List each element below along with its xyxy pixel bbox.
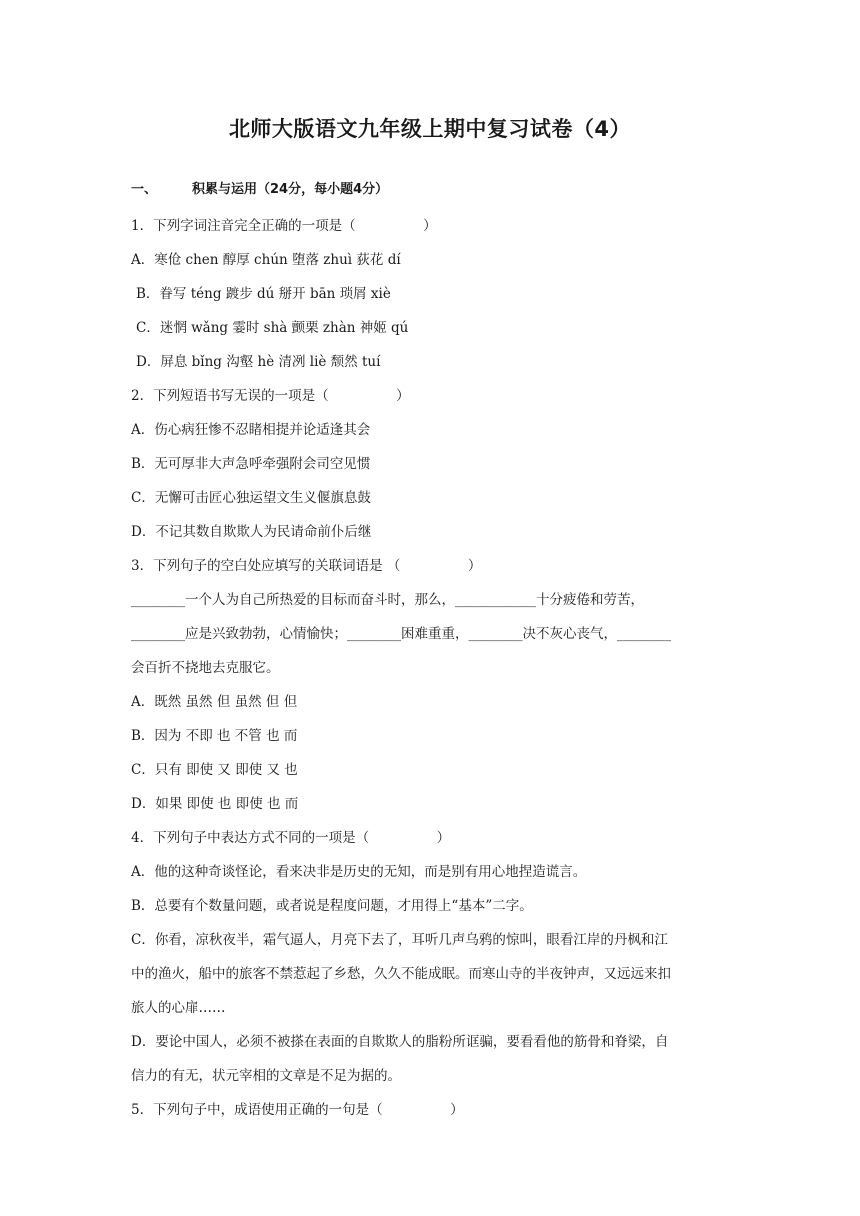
question-4-option-a: A．他的这种奇谈怪论，看来决非是历史的无知，而是别有用心地捏造谎言。 [131,864,587,880]
question-4-option-c-line-3: 旅人的心扉…… [131,1000,226,1016]
question-3-option-d: D．如果 即使 也 即使 也 而 [131,796,299,812]
question-3-option-a: A．既然 虽然 但 虽然 但 但 [131,694,298,710]
question-3-stem: 3．下列句子的空白处应填写的关联词语是 （ ） [131,558,482,574]
question-2-option-c: C．无懈可击匠心独运望文生义偃旗息鼓 [131,490,371,506]
question-1-option-c: C．迷惘 wǎng 霎时 shà 颤栗 zhàn 神姬 qú [136,320,409,336]
question-4-option-b: B．总要有个数量问题，或者说是程度问题，才用得上“基本”二字。 [131,898,533,914]
section-title: 积累与运用（24分，每小题4分） [192,182,389,197]
question-4-option-c-line-2: 中的渔火，船中的旅客不禁惹起了乡愁，久久不能成眠。而寒山寺的半夜钟声，又远远来扣 [131,966,671,982]
question-1-option-d: D．屏息 bǐng 沟壑 hè 清冽 liè 颓然 tuí [136,354,381,370]
question-4-option-c-line-1: C．你看，凉秋夜半，霜气逼人，月亮下去了，耳听几声乌鸦的惊叫，眼看江岸的丹枫和江 [131,932,668,948]
question-3-passage-line-2: ________应是兴致勃勃，心情愉快；________困难重重，________决不灰心丧气，________ [131,626,671,642]
question-body [131,209,733,1127]
question-2-option-d: D．不记其数自欺欺人为民请命前仆后继 [131,524,372,540]
question-1-option-b: B．眷写 téng 踱步 dú 掰开 bān 琐屑 xiè [136,286,391,302]
question-4-option-d-line-2: 信力的有无，状元宰相的文章是不足为据的。 [131,1068,401,1084]
question-2-option-b: B．无可厚非大声急呼牵强附会司空见惯 [131,456,371,472]
question-3-option-b: B．因为 不即 也 不管 也 而 [131,728,298,744]
question-3-passage-line-3: 会百折不挠地去克服它。 [131,660,280,676]
question-1-stem: 1．下列字词注音完全正确的一项是（ ） [131,218,437,234]
question-4-stem: 4．下列句子中表达方式不同的一项是（ ） [131,830,451,846]
question-2-option-a: A．伤心病狂惨不忍睹相提并论适逢其会 [131,422,371,438]
question-1-option-a: A．寒伧 chen 醇厚 chún 堕落 zhuì 荻花 dí [131,252,401,268]
section-number: 一、 [131,182,158,197]
page-title: 北师大版语文九年级上期中复习试卷（4） [228,117,632,141]
question-3-passage-line-1: ________一个人为自己所热爱的目标而奋斗时，那么，____________十分疲倦和劳苦， [131,592,644,608]
question-3-option-c: C．只有 即使 又 即使 又 也 [131,762,298,778]
question-4-option-d-line-1: D．要论中国人，必须不被搽在表面的自欺欺人的脂粉所诓骗，要看看他的筋骨和脊梁，自 [131,1034,669,1050]
section-heading [131,178,388,197]
question-5-stem: 5．下列句子中，成语使用正确的一句是（ ） [131,1102,464,1118]
question-2-stem: 2．下列短语书写无误的一项是（ ） [131,388,410,404]
